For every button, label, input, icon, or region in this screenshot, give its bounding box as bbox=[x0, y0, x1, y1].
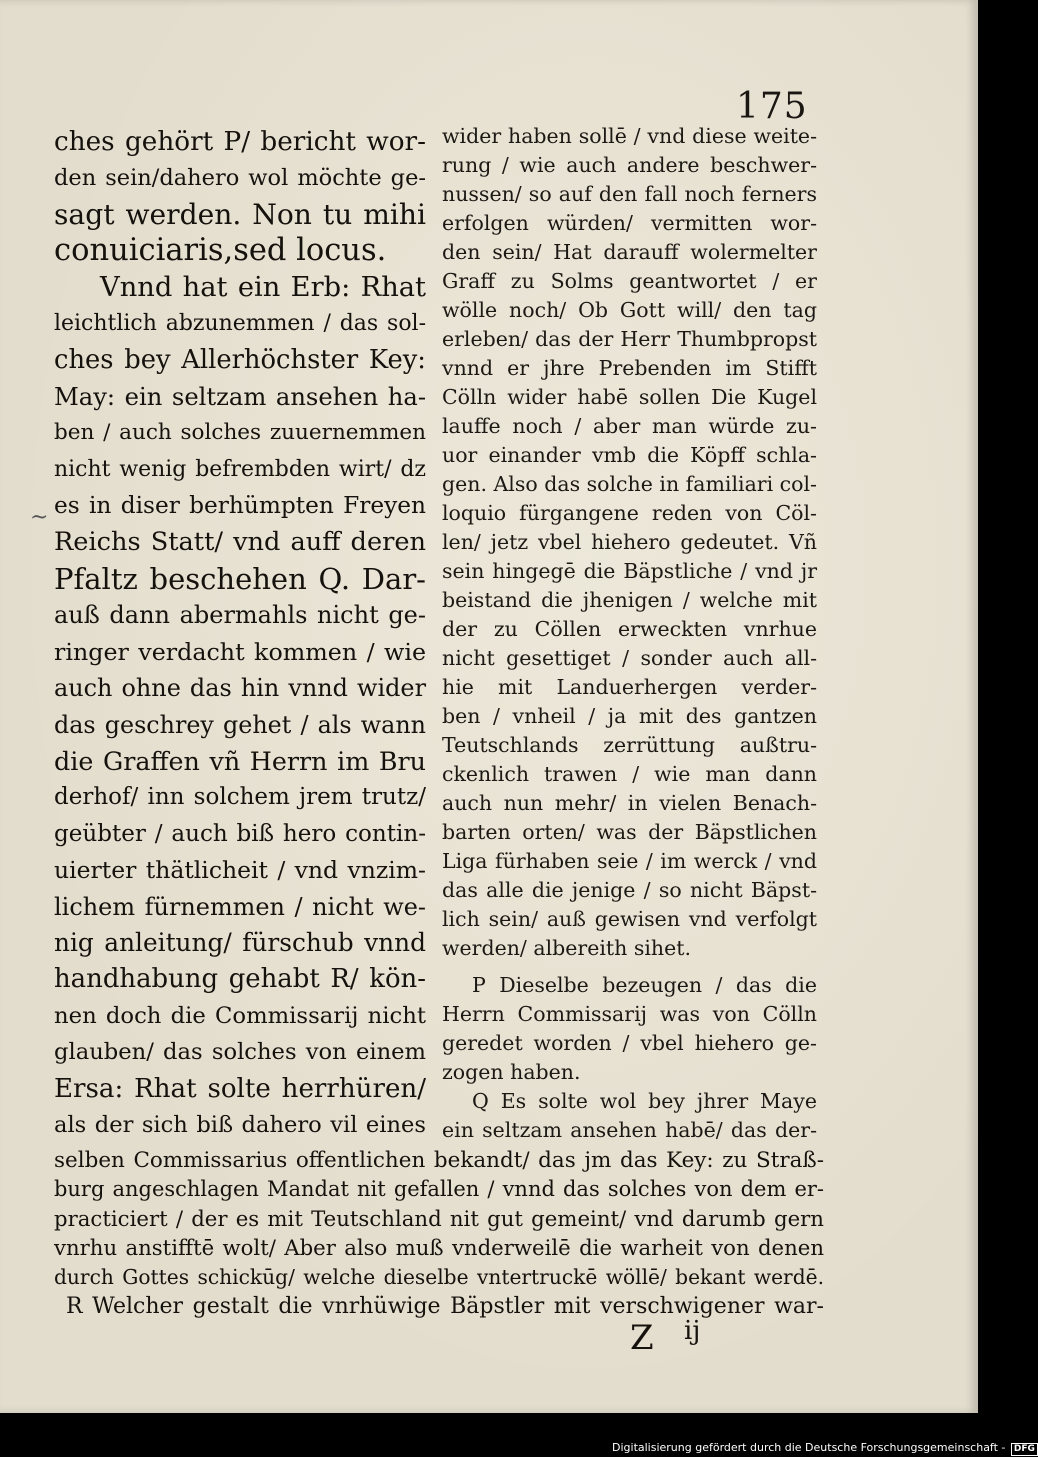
text-line: May: ein seltzam ansehen ha- bbox=[54, 382, 426, 411]
text-line: gen. Also das solche in familiari col- bbox=[442, 472, 817, 496]
text-line: ein seltzam ansehen habē/ das der- bbox=[442, 1118, 817, 1142]
text-line: den sein/dahero wol möchte ge- bbox=[54, 165, 426, 192]
text-line: geübter / auch biß hero contin- bbox=[54, 820, 426, 847]
text-line: nicht gesettiget / sonder auch all- bbox=[442, 646, 817, 670]
text-line: zogen haben. bbox=[442, 1060, 581, 1084]
text-line: ckenlich trawen / wie man dann bbox=[442, 762, 817, 786]
text-line: werden/ albereith sihet. bbox=[442, 936, 692, 960]
text-line: den sein/ Hat darauff wolermelter bbox=[442, 240, 817, 264]
footer-text: Digitalisierung gefördert durch die Deutsche Forschungsgemeinschaft - bbox=[612, 1441, 1006, 1454]
text-line: nicht wenig befrembden wirt/ dz bbox=[54, 456, 426, 482]
text-line: auch ohne das hin vnnd wider bbox=[54, 674, 426, 703]
text-line: die Graffen vñ Herrn im Bru bbox=[54, 745, 426, 776]
marginal-note-q: Q Es solte wol bey jhrer Maye bbox=[472, 1089, 817, 1113]
text-line: der zu Cöllen erweckten vnrhue bbox=[442, 617, 817, 641]
text-line: sagt werden. Non tu mihi bbox=[54, 197, 426, 231]
text-line: rung / wie auch andere beschwer- bbox=[442, 153, 817, 177]
marginal-note-p: P Dieselbe bezeugen / das die bbox=[472, 973, 817, 997]
text-line: beistand die jhenigen / welche mit bbox=[442, 588, 817, 612]
text-line: practiciert / der es mit Teutschland nit gut gemeint/ vnd darumb gern bbox=[54, 1206, 824, 1232]
text-line: wider haben sollē / vnd diese weite- bbox=[442, 124, 817, 148]
footer-credit bbox=[612, 1441, 1038, 1456]
text-line: Cölln wider habē sollen Die Kugel bbox=[442, 385, 817, 409]
text-line: als der sich biß dahero vil eines bbox=[54, 1111, 426, 1138]
text-line: nen doch die Commissarij nicht bbox=[54, 1002, 426, 1029]
text-line: derhof/ inn solchem jrem trutz/ bbox=[54, 784, 426, 811]
text-line: selben Commissarius offentlichen bekandt/ das jm das Key: zu Straß- bbox=[54, 1148, 824, 1173]
left-column bbox=[54, 124, 426, 1143]
right-column bbox=[442, 122, 817, 1145]
text-line: erleben/ das der Herr Thumbpropst bbox=[442, 327, 817, 351]
text-line: Reichs Statt/ vnd auff deren bbox=[54, 527, 426, 558]
text-line: ches bey Allerhöchster Key: bbox=[54, 345, 426, 376]
catchword-signature-suffix: ij bbox=[684, 1316, 701, 1346]
text-line: vnnd er jhre Prebenden im Stifft bbox=[442, 356, 817, 380]
text-line: handhabung gehabt R/ kön- bbox=[54, 964, 426, 995]
text-line: sein hingegē die Bäpstliche / vnd jr bbox=[442, 559, 817, 583]
text-line: nig anleitung/ fürschub vnnd bbox=[54, 927, 426, 957]
text-line: erfolgen würden/ vermitten wor- bbox=[442, 211, 817, 235]
full-width-block bbox=[54, 1146, 824, 1322]
text-line: ches gehört P/ bericht wor- bbox=[54, 127, 426, 157]
text-line: Pfaltz beschehen Q. Dar- bbox=[54, 561, 426, 596]
text-line: das alle die jenige / so nicht Bäpst- bbox=[442, 878, 817, 902]
marginal-note-r: R Welcher gestalt die vnrhüwige Bäpstler mit verschwigener war- bbox=[66, 1294, 824, 1320]
text-line: leichtlich abzunemmen / das sol- bbox=[54, 311, 426, 337]
text-line: lich sein/ auß gewisen vnd verfolgt bbox=[442, 907, 817, 931]
text-line: barten orten/ was der Bäpstlichen bbox=[442, 820, 817, 844]
text-line: ben / vnheil / ja mit des gantzen bbox=[442, 704, 817, 728]
catchword-signature: Z bbox=[630, 1318, 654, 1358]
text-line: Graff zu Solms geantwortet / er bbox=[442, 269, 817, 293]
text-line: Teutschlands zerrüttung außtru- bbox=[442, 733, 817, 757]
text-line: Herrn Commissarij was von Cölln bbox=[442, 1002, 817, 1026]
text-line: glauben/ das solches von einem bbox=[54, 1039, 426, 1066]
text-line: uierter thätlicheit / vnd vnzim- bbox=[54, 856, 426, 885]
text-line: ben / auch solches zuuernemmen bbox=[54, 420, 426, 446]
text-line: uor einander vmb die Köpff schla- bbox=[442, 443, 817, 467]
text-line: wölle noch/ Ob Gott will/ den tag bbox=[442, 298, 817, 322]
text-line: len/ jetz vbel hiehero gedeutet. Vñ bbox=[442, 530, 817, 554]
text-line: conuiciaris,sed locus. bbox=[54, 233, 387, 269]
page-number: 175 bbox=[736, 86, 808, 127]
text-line: auch nun mehr/ in vielen Benach- bbox=[442, 791, 817, 815]
text-line: ringer verdacht kommen / wie bbox=[54, 637, 426, 666]
text-line: lauffe noch / aber man würde zu- bbox=[442, 414, 817, 438]
text-line: auß dann abermahls nicht ge- bbox=[54, 601, 426, 630]
text-line: nussen/ so auf den fall noch ferners bbox=[442, 182, 817, 206]
text-line: lichem fürnemmen / nicht we- bbox=[54, 892, 426, 921]
text-line: Liga fürhaben seie / im werck / vnd bbox=[442, 849, 817, 873]
text-line: das geschrey gehet / als wann bbox=[54, 710, 426, 739]
text-line: durch Gottes schickūg/ welche dieselbe vntertruckē wöllē/ bekant werdē. bbox=[54, 1265, 824, 1290]
text-line: Ersa: Rhat solte herrhüren/ bbox=[54, 1073, 426, 1104]
text-line: geredet worden / vbel hiehero ge- bbox=[442, 1031, 817, 1055]
text-line: vnrhu anstifftē wolt/ Aber also muß vnderweilē die warheit von denen bbox=[54, 1235, 824, 1261]
text-line: Vnnd hat ein Erb: Rhat bbox=[100, 271, 426, 303]
text-line: hie mit Landuerhergen verder- bbox=[442, 675, 817, 699]
text-line: burg angeschlagen Mandat nit gefallen / vnnd das solches von dem er- bbox=[54, 1177, 824, 1202]
margin-mark: ~ bbox=[30, 505, 49, 530]
text-line: es in diser berhümpten Freyen bbox=[54, 492, 426, 520]
text-line: loquio fürgangene reden von Cöl- bbox=[442, 501, 817, 525]
dfg-logo: DFG bbox=[1011, 1443, 1038, 1456]
